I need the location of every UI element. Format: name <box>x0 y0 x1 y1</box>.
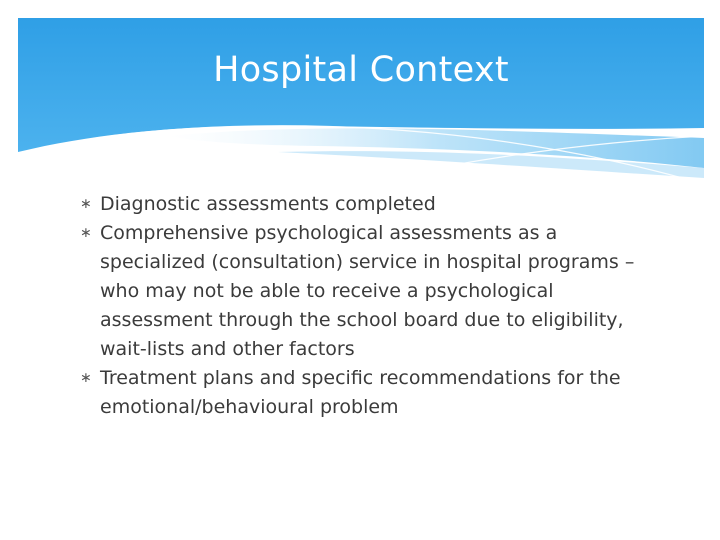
header-band <box>18 18 704 208</box>
slide-title: Hospital Context <box>213 50 509 90</box>
bullet-text: Comprehensive psychological assessments as a specialized (consultation) service in hospital programs – who may not be able to receive a psychological assessment through the school board due to eligibility, wait-lists and other factors <box>100 222 635 360</box>
bullet-list <box>80 190 640 422</box>
asterisk-icon: ∗ <box>80 225 92 241</box>
list-item <box>80 364 640 422</box>
asterisk-icon: ∗ <box>80 370 92 386</box>
header-wave-graphic <box>18 18 704 208</box>
asterisk-icon: ∗ <box>80 196 92 212</box>
bullet-text: Diagnostic assessments completed <box>100 193 436 215</box>
list-item <box>80 219 640 364</box>
bullet-text: Treatment plans and specific recommendations for the emotional/behavioural problem <box>100 367 621 418</box>
list-item <box>80 190 640 219</box>
